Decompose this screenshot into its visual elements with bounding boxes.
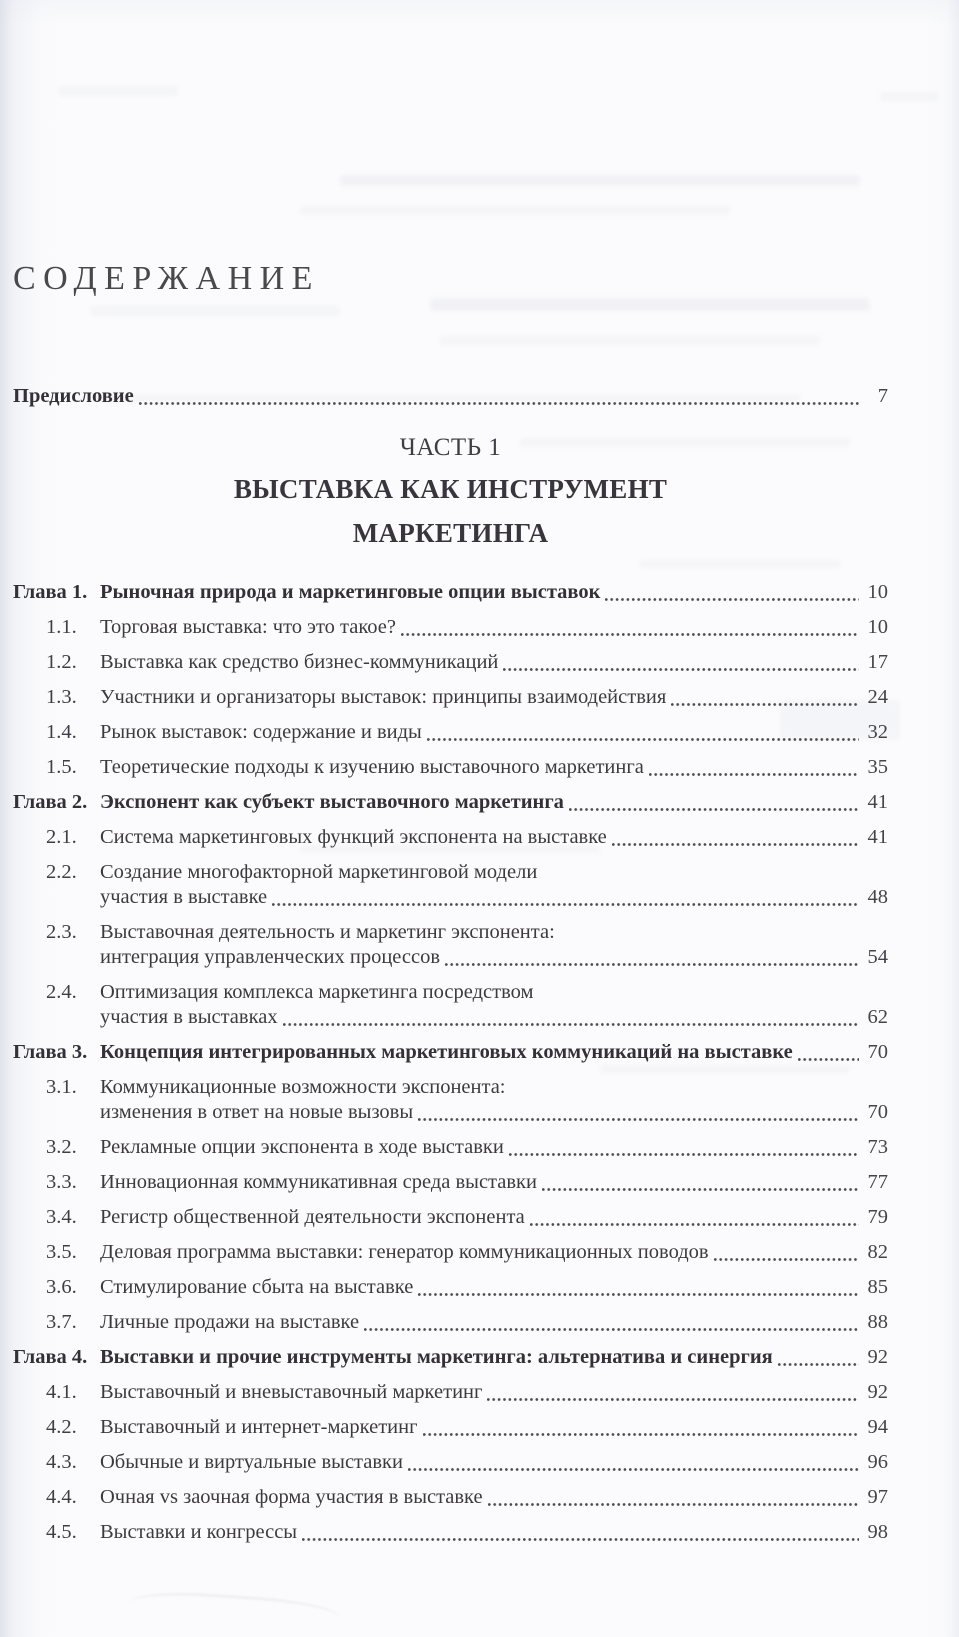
section-row-4.5 [13, 1520, 888, 1545]
page-number: 97 [867, 1486, 888, 1508]
paper-crease [129, 1589, 340, 1632]
entry-last-line [100, 1005, 888, 1030]
page-number: 17 [867, 651, 888, 673]
entry-last-line [100, 1170, 888, 1195]
chapter-heading-body [100, 1040, 888, 1065]
section-row-3.6 [13, 1275, 888, 1300]
chapter-heading-body [100, 1345, 888, 1370]
part-title-line-2: МАРКЕТИНГА [352, 518, 549, 548]
dot-leader [542, 1188, 859, 1191]
chapter-heading [13, 1345, 888, 1370]
chapter-block-2 [13, 790, 888, 1030]
chapter-block-3 [13, 1040, 888, 1335]
dot-leader [418, 1293, 859, 1296]
entry-last-line [100, 825, 888, 850]
entry-last-line [100, 720, 888, 745]
page-number: 98 [867, 1521, 888, 1543]
chapter-heading-body [100, 790, 888, 815]
section-number: 3.4. [46, 1206, 77, 1228]
section-body [100, 650, 888, 675]
entry-last-line [100, 1415, 888, 1440]
dot-leader [427, 738, 859, 741]
section-body [100, 1485, 888, 1510]
section-row-2.4 [13, 980, 888, 1030]
toc-list [13, 580, 888, 1545]
entry-title: Выставочный и вневыставочный маркетинг [100, 1381, 483, 1403]
page-number: 96 [867, 1451, 888, 1473]
section-body [100, 755, 888, 780]
section-number: 1.4. [46, 721, 77, 743]
entry-title: Система маркетинговых функций экспонента на выставке [100, 826, 607, 848]
section-row-1.3 [13, 685, 888, 710]
entry-last-line [100, 755, 888, 780]
page-number: 73 [867, 1136, 888, 1158]
dot-leader [798, 1058, 859, 1061]
entry-last-line [100, 790, 888, 815]
entry-title: Рынок выставок: содержание и виды [100, 721, 422, 743]
section-row-1.2 [13, 650, 888, 675]
section-row-3.3 [13, 1170, 888, 1195]
page-number: 70 [867, 1041, 888, 1063]
section-title-line: Коммуникационные возможности экспонента: [100, 1076, 506, 1098]
entry-last-line [100, 650, 888, 675]
entry-last-line [100, 1100, 888, 1125]
chapter-label: Глава 4. [13, 1346, 88, 1368]
page-title: СОДЕРЖАНИЕ [13, 260, 320, 297]
entry-title: Очная vs заочная форма участия в выставке [100, 1486, 483, 1508]
page-number: 94 [867, 1416, 888, 1438]
dot-leader [283, 1023, 859, 1026]
dot-leader [509, 1153, 859, 1156]
page-number: 24 [867, 686, 888, 708]
section-row-1.5 [13, 755, 888, 780]
entry-last-line [100, 1345, 888, 1370]
section-number: 2.1. [46, 826, 77, 848]
section-number: 3.2. [46, 1136, 77, 1158]
page-number: 82 [867, 1241, 888, 1263]
section-number: 3.1. [46, 1076, 77, 1098]
entry-title: Рыночная природа и маркетинговые опции выставок [100, 581, 601, 603]
entry-last-line [100, 1310, 888, 1335]
section-body [100, 860, 888, 910]
entry-last-line [100, 580, 888, 605]
dot-leader [714, 1258, 859, 1261]
section-body [100, 1310, 888, 1335]
entry-title: Концепция интегрированных маркетинговых коммуникаций на выставке [100, 1041, 793, 1063]
page-number: 92 [867, 1346, 888, 1368]
section-row-3.2 [13, 1135, 888, 1160]
part-title-line-1: ВЫСТАВКА КАК ИНСТРУМЕНТ [233, 474, 668, 504]
entry-title: изменения в ответ на новые вызовы [100, 1101, 414, 1123]
entry-title: Личные продажи на выставке [100, 1311, 360, 1333]
page-number: 32 [867, 721, 888, 743]
section-body [100, 980, 888, 1030]
section-body [100, 920, 888, 970]
part-kicker: ЧАСТЬ 1 [399, 434, 502, 461]
chapter-heading-body [100, 580, 888, 605]
section-body [100, 1450, 888, 1475]
section-title-line: Выставочная деятельность и маркетинг экспонента: [100, 921, 555, 943]
entry-last-line [100, 1135, 888, 1160]
section-number: 3.3. [46, 1171, 77, 1193]
chapter-label: Глава 2. [13, 791, 88, 813]
entry-last-line [100, 1380, 888, 1405]
section-row-4.3 [13, 1450, 888, 1475]
page-number: 70 [867, 1101, 888, 1123]
section-number: 4.4. [46, 1486, 77, 1508]
page-number: 10 [867, 616, 888, 638]
entry-title: участия в выставках [100, 1006, 278, 1028]
dot-leader [364, 1328, 859, 1331]
entry-title: Выставки и прочие инструменты маркетинга: альтернатива и синергия [100, 1346, 773, 1368]
chapter-heading [13, 1040, 888, 1065]
page-number: 88 [867, 1311, 888, 1333]
section-row-3.5 [13, 1240, 888, 1265]
entry-last-line [100, 615, 888, 640]
entry-title: Выставки и конгрессы [100, 1521, 298, 1543]
dot-leader [487, 1398, 859, 1401]
entry-last-line [100, 1520, 888, 1545]
section-row-3.4 [13, 1205, 888, 1230]
section-number: 3.5. [46, 1241, 77, 1263]
dot-leader [408, 1468, 859, 1471]
chapter-label: Глава 3. [13, 1041, 88, 1063]
entry-last-line [100, 1240, 888, 1265]
entry-title: Выставочный и интернет-маркетинг [100, 1416, 418, 1438]
section-number: 1.1. [46, 616, 77, 638]
page-number: 92 [867, 1381, 888, 1403]
section-row-1.4 [13, 720, 888, 745]
section-body [100, 1520, 888, 1545]
section-body [100, 1380, 888, 1405]
page-number: 79 [867, 1206, 888, 1228]
section-number: 4.2. [46, 1416, 77, 1438]
entry-last-line [100, 1040, 888, 1065]
section-number: 4.5. [46, 1521, 77, 1543]
section-title-line: Оптимизация комплекса маркетинга посредством [100, 981, 534, 1003]
section-row-1.1 [13, 615, 888, 640]
dot-leader [302, 1538, 859, 1541]
dot-leader [569, 808, 859, 811]
preface-label: Предисловие [13, 385, 134, 407]
entry-last-line [100, 1485, 888, 1510]
section-number: 2.4. [46, 981, 77, 1003]
section-body [100, 720, 888, 745]
entry-title: Инновационная коммуникативная среда выставки [100, 1171, 537, 1193]
section-row-4.4 [13, 1485, 888, 1510]
section-body [100, 825, 888, 850]
entry-title: Торговая выставка: что это такое? [100, 616, 396, 638]
section-number: 2.2. [46, 861, 77, 883]
page-number: 54 [867, 946, 888, 968]
entry-last-line [100, 1450, 888, 1475]
section-row-3.7 [13, 1310, 888, 1335]
section-row-4.1 [13, 1380, 888, 1405]
section-row-3.1 [13, 1075, 888, 1125]
dot-leader [423, 1433, 860, 1436]
section-row-2.1 [13, 825, 888, 850]
section-number: 3.6. [46, 1276, 77, 1298]
page-number: 41 [867, 791, 888, 813]
section-number: 1.2. [46, 651, 77, 673]
chapter-label: Глава 1. [13, 581, 88, 603]
dot-leader [401, 633, 859, 636]
section-number: 2.3. [46, 921, 77, 943]
section-body [100, 1075, 888, 1125]
dot-leader [445, 963, 859, 966]
section-body [100, 615, 888, 640]
entry-last-line [100, 885, 888, 910]
part-heading [13, 429, 888, 555]
section-title-line: Создание многофакторной маркетинговой модели [100, 861, 538, 883]
dot-leader [418, 1118, 859, 1121]
entry-title: Деловая программа выставки: генератор коммуникационных поводов [100, 1241, 709, 1263]
dot-leader [612, 843, 859, 846]
section-row-2.2 [13, 860, 888, 910]
chapter-heading [13, 580, 888, 605]
section-number: 1.5. [46, 756, 77, 778]
page-number: 41 [867, 826, 888, 848]
page-number: 62 [867, 1006, 888, 1028]
dot-leader [778, 1363, 859, 1366]
preface-row [13, 384, 888, 409]
entry-title: Стимулирование сбыта на выставке [100, 1276, 414, 1298]
entry-title: участия в выставке [100, 886, 268, 908]
section-number: 3.7. [46, 1311, 77, 1333]
entry-last-line [100, 685, 888, 710]
entry-title: Экспонент как субъект выставочного маркетинга [100, 791, 564, 813]
section-body [100, 1240, 888, 1265]
page-number: 77 [867, 1171, 888, 1193]
entry-title: Обычные и виртуальные выставки [100, 1451, 403, 1473]
page-number: 48 [867, 886, 888, 908]
chapter-heading [13, 790, 888, 815]
entry-title: Регистр общественной деятельности экспонента [100, 1206, 525, 1228]
entry-last-line [100, 1205, 888, 1230]
section-number: 4.1. [46, 1381, 77, 1403]
entry-title: интеграция управленческих процессов [100, 946, 441, 968]
page-number: 35 [867, 756, 888, 778]
dot-leader [649, 773, 859, 776]
dot-leader [488, 1503, 859, 1506]
entry-last-line [100, 945, 888, 970]
page-number: 7 [877, 385, 888, 407]
section-body [100, 1170, 888, 1195]
dot-leader [272, 903, 859, 906]
page-number: 85 [867, 1276, 888, 1298]
section-row-4.2 [13, 1415, 888, 1440]
dot-leader [530, 1223, 859, 1226]
chapter-block-4 [13, 1345, 888, 1545]
entry-title: Рекламные опции экспонента в ходе выставки [100, 1136, 504, 1158]
section-body [100, 685, 888, 710]
section-row-2.3 [13, 920, 888, 970]
section-body [100, 1205, 888, 1230]
chapter-block-1 [13, 580, 888, 780]
dot-leader [503, 668, 859, 671]
section-number: 1.3. [46, 686, 77, 708]
entry-title: Выставка как средство бизнес-коммуникаций [100, 651, 499, 673]
section-body [100, 1275, 888, 1300]
section-body [100, 1415, 888, 1440]
dot-leader [139, 402, 859, 405]
section-number: 4.3. [46, 1451, 77, 1473]
dot-leader [605, 598, 859, 601]
entry-last-line [100, 1275, 888, 1300]
entry-title: Теоретические подходы к изучению выставочного маркетинга [100, 756, 644, 778]
page-number: 10 [867, 581, 888, 603]
entry-title: Участники и организаторы выставок: принципы взаимодействия [100, 686, 667, 708]
section-body [100, 1135, 888, 1160]
dot-leader [671, 703, 859, 706]
